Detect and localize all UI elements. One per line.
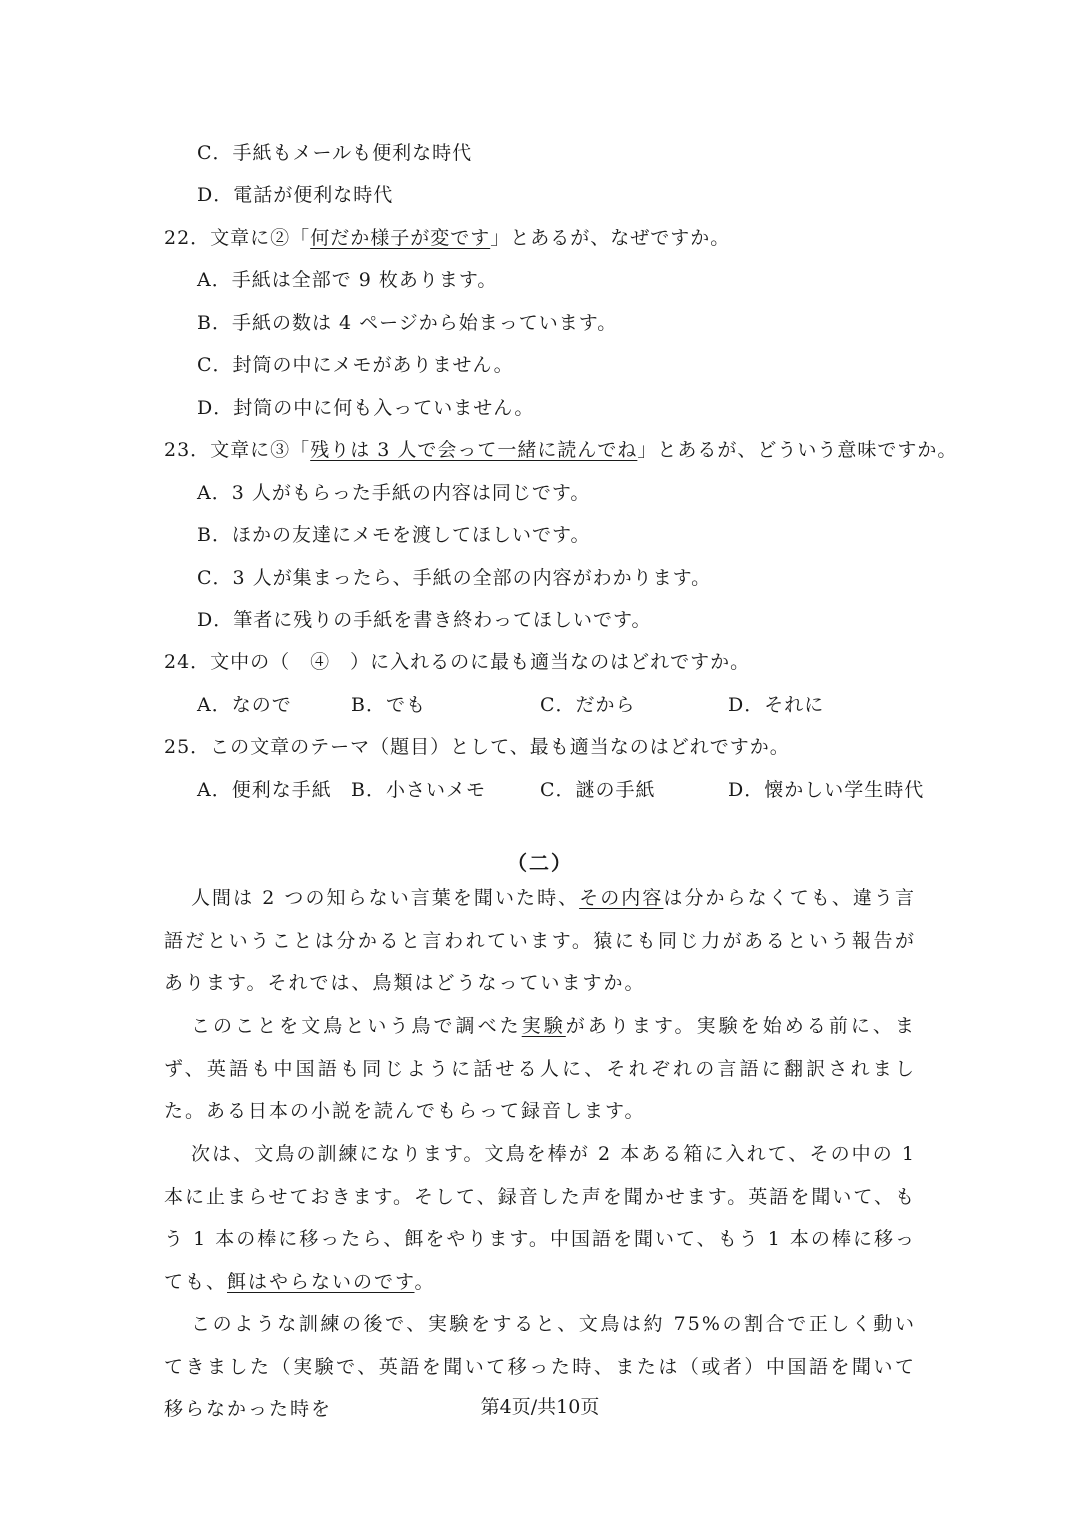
q24-option-a: A．なので bbox=[197, 694, 292, 716]
p1-text-a: 人間は 2 つの知らない言葉を聞いた時、 bbox=[191, 887, 580, 909]
p1-underlined: その内容 bbox=[579, 887, 664, 909]
q24-stem: 24．文中の（ ④ ）に入れるのに最も適当なのはどれですか。 bbox=[164, 651, 751, 673]
q25-option-a: A．便利な手紙 bbox=[197, 779, 332, 801]
q25-stem: 25．この文章のテーマ（題目）として、最も適当なのはどれですか。 bbox=[164, 736, 790, 758]
q21-option-c: C．手紙もメールも便利な時代 bbox=[197, 142, 473, 164]
q24-option-d: D．それに bbox=[728, 694, 825, 716]
p3-text-a: 次は、文鳥の訓練になります。文鳥を棒が 2 本ある箱に入れて、その中の 1 本に止まらせておきます。そして、録音した声を聞かせます。英語を聞いて、もう 1 本の棒に移ったら、餌をやります。中国語を聞いて、もう 1 本の棒に移っても、 bbox=[164, 1143, 916, 1293]
q22-stem bbox=[164, 226, 730, 250]
q22-option-d: D．封筒の中に何も入っていません。 bbox=[197, 397, 535, 419]
q24-option-b: B．でも bbox=[351, 694, 426, 716]
page-number-footer: 第4页/共10页 bbox=[480, 1396, 600, 1418]
q25-option-b: B．小さいメモ bbox=[351, 779, 486, 801]
q22-stem-pre: 22．文章に②「 bbox=[164, 227, 311, 249]
passage-paragraph-3 bbox=[164, 1133, 916, 1303]
passage-paragraph-1 bbox=[164, 877, 916, 1005]
q25-option-c: C．謎の手紙 bbox=[540, 779, 656, 801]
p2-text-a: このことを文鳥という鳥で調べた bbox=[191, 1015, 522, 1037]
q23-stem bbox=[164, 438, 957, 462]
p1-text-b: は分からなくても、違う言語だということは分かると言われています。猿にも同じ力があるという報告があります。それでは、鳥類はどうなっていますか。 bbox=[164, 887, 916, 995]
q22-option-a: A．手紙は全部で 9 枚あります。 bbox=[197, 269, 498, 291]
q23-quoted-phrase: 残りは 3 人で会って一緒に読んでね bbox=[310, 439, 638, 461]
passage-paragraph-4: このような訓練の後で、実験をすると、文鳥は約 75%の割合で正しく動いてきました（実験で、英語を聞いて移った時、または（或者）中国語を聞いて移らなかった時を bbox=[164, 1313, 916, 1421]
p2-text-b: があります。実験を始める前に、まず、英語も中国語も同じように話せる人に、それぞれの言語に翻訳されました。ある日本の小説を読んでもらって録音します。 bbox=[164, 1015, 916, 1123]
q22-quoted-phrase: 何だか様子が変です bbox=[310, 227, 491, 249]
p3-text-b: 。 bbox=[414, 1270, 436, 1293]
q25-option-d: D．懐かしい学生時代 bbox=[728, 779, 925, 801]
section-title: （二） bbox=[507, 851, 573, 875]
q23-option-c: C．3 人が集まったら、手紙の全部の内容がわかります。 bbox=[197, 567, 712, 589]
q22-stem-post: 」とあるが、なぜですか。 bbox=[490, 227, 731, 249]
q24-option-c: C．だから bbox=[540, 694, 636, 716]
q23-option-d: D．筆者に残りの手紙を書き終わってほしいです。 bbox=[197, 609, 652, 631]
q23-option-b: B．ほかの友達にメモを渡してほしいです。 bbox=[197, 524, 591, 546]
q23-option-a: A．3 人がもらった手紙の内容は同じです。 bbox=[197, 482, 591, 504]
p2-underlined: 実験 bbox=[521, 1015, 566, 1037]
q21-option-d: D．電話が便利な時代 bbox=[197, 184, 394, 206]
passage-paragraph-2 bbox=[164, 1005, 916, 1133]
q23-stem-post: 」とあるが、どういう意味ですか。 bbox=[637, 439, 958, 461]
q23-stem-pre: 23．文章に③「 bbox=[164, 439, 311, 461]
p3-underlined: 餌はやらないのです bbox=[227, 1270, 415, 1293]
q22-option-b: B．手紙の数は 4 ページから始まっています。 bbox=[197, 312, 618, 334]
q22-option-c: C．封筒の中にメモがありません。 bbox=[197, 354, 514, 376]
